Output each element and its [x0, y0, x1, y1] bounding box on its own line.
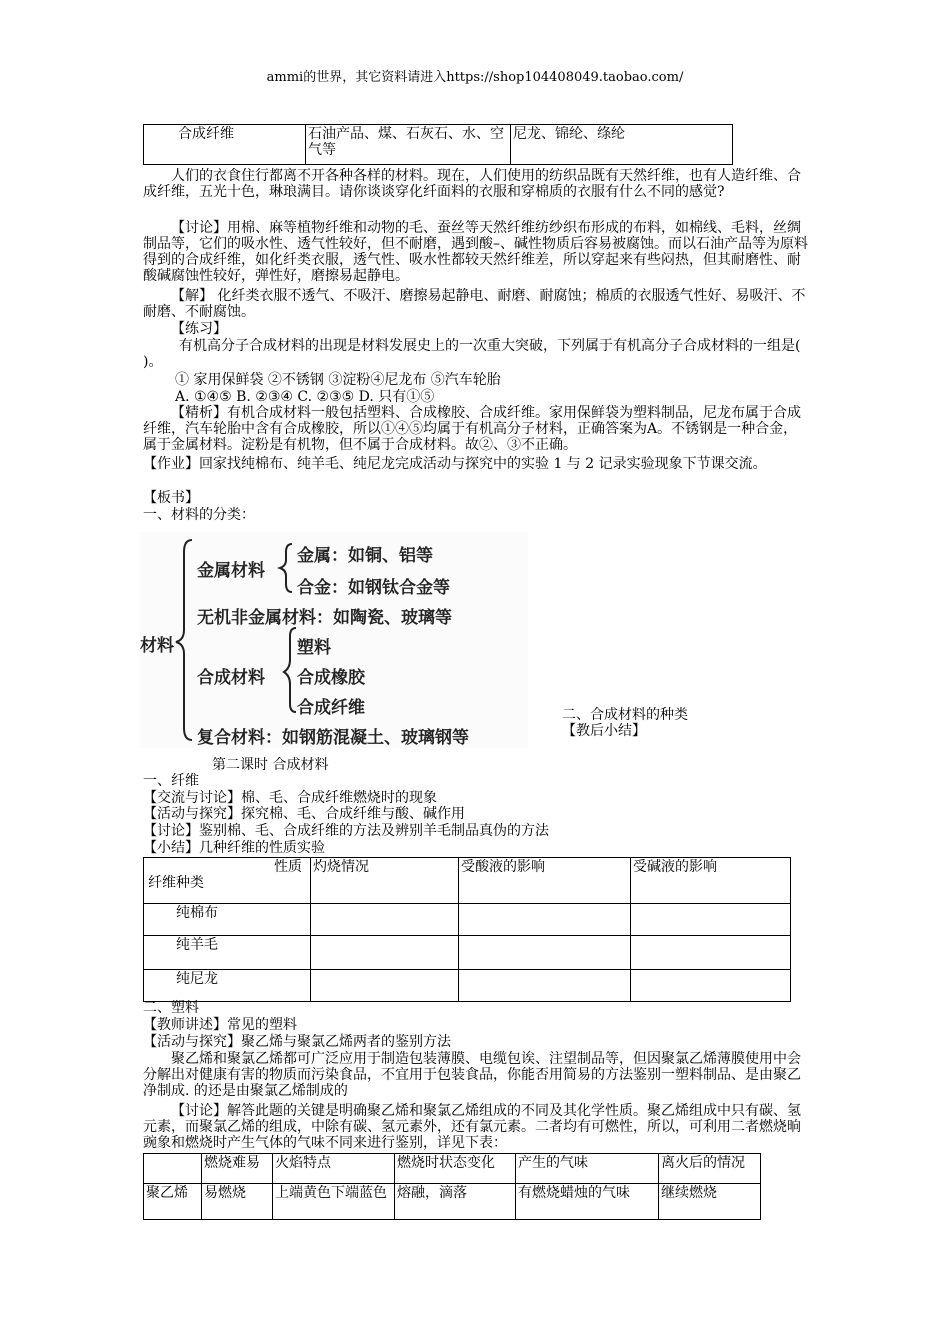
section2-heading: 二、合成材料的种类	[562, 707, 688, 723]
table-cell: 熔融，滴落	[395, 1184, 516, 1220]
fiber-table	[143, 857, 791, 1002]
diagram-inorganic: 无机非金属材料：如陶瓷、玻璃等	[197, 608, 452, 628]
analysis-paragraph: 【精析】有机合成材料一般包括塑料、合成橡胶、合成纤维。家用保鲜袋为塑料制品，尼龙布属于合成纤维，汽车轮胎中含有合成橡胶，所以①④⑤均属于有机高分子材料，正确答案为A。不锈钢是一种合金，属于金属材料。淀粉是有机物，但不属于合成材料。故②、③不正确。	[143, 405, 801, 453]
practice-question: 有机高分子合成材料的出现是材料发展史上的一次重大突破，下列属于有机高分子合成材料的一组是( )。	[143, 338, 801, 370]
diagram-root: 材料	[140, 636, 174, 656]
header-cell: 受碱液的影响	[631, 858, 791, 904]
intro-paragraph: 人们的衣食住行都离不开各种各样的材料。现在，人们使用的纺织品既有天然纤维，也有人造纤维、合成纤维，五光十色，琳琅满目。请你谈谈穿化纤面料的衣服和穿棉质的衣服有什么不同的感觉?	[143, 168, 801, 200]
practice-items: ① 家用保鲜袋 ②不锈钢 ③淀粉④尼龙布 ⑤汽车轮胎	[175, 372, 501, 388]
discussion-paragraph: 【讨论】用棉、麻等植物纤维和动物的毛、蚕丝等天然纤维纺纱织布形成的布料，如棉线、毛料，丝绸制品等，它们的吸水性、透气性较好，但不耐磨，遇到酸–、碱性物质后容易被腐蚀。而以石油产品等为原料得到的合成纤维，如化纤类衣服，透气性、吸水性都较天然纤维差，所以穿起来有些闷热，但其耐磨性、耐酸碱腐蚀性较好，弹性好，磨擦易起静电。	[143, 220, 808, 284]
fiber-heading: 一、纤维	[143, 773, 199, 789]
metal-brace	[280, 544, 292, 592]
answer-paragraph: 【解】 化纤类衣服不透气、不吸汗、磨擦易起静电、耐磨、耐腐蚀；棉质的衣服透气性好、易吸汗、不耐磨、不耐腐蚀。	[143, 288, 806, 320]
table-cell: 易燃烧	[202, 1184, 273, 1220]
plastics-heading: 二、塑料	[143, 1000, 199, 1016]
diagram-syn-sub2: 合成橡胶	[297, 668, 365, 688]
header-cell: 受酸液的影响	[459, 858, 631, 904]
header-cell: 燃烧时状态变化	[395, 1154, 516, 1184]
plastics-paragraph2: 【讨论】解答此题的关键是明确聚乙烯和聚氯乙烯组成的不同及其化学性质。聚乙烯组成中只有碳、氢元素，而聚氯乙烯的组成，中除有碳、氢元素外，还有氯元素。二者均有可燃性，所以，可利用二者燃烧晌豌象和燃烧时产生气体的气味不同来进行鉴别，详见下表：	[143, 1103, 801, 1151]
burn-table	[143, 1153, 761, 1220]
diagram-composite: 复合材料：如钢筋混凝土、玻璃钢等	[197, 728, 469, 748]
top-table	[143, 124, 733, 165]
row-label: 纯棉布	[144, 904, 311, 936]
corner-top: 性质	[274, 859, 302, 875]
table-cell: 上端黄色下端蓝色	[273, 1184, 395, 1220]
practice-options: A. ①④⑤ B. ②③④ C. ②③⑤ D. 只有①⑤	[175, 389, 435, 405]
table-row	[144, 936, 791, 970]
header-cell: 燃烧难易	[202, 1154, 273, 1184]
teacher-line: 【教师讲述】常见的塑料	[143, 1017, 297, 1033]
diagram-synthetic: 合成材料	[197, 668, 265, 688]
diagram-metal: 金属材料	[197, 561, 265, 581]
diagram-metal-sub1: 金属：如铜、铝等	[297, 546, 433, 566]
board-label: 【板书】	[143, 490, 199, 506]
plastics-activity: 【活动与探究】聚乙烯与聚氯乙烯两者的鉴别方法	[143, 1034, 451, 1050]
lesson2-title: 第二课时 合成材料	[212, 757, 329, 773]
table-cell: 有燃烧蜡烛的气味	[516, 1184, 659, 1220]
table-cell: 聚乙烯	[144, 1184, 202, 1220]
row-label: 纯尼龙	[144, 970, 311, 1002]
exchange-line: 【交流与讨论】棉、毛、合成纤维燃烧时的现象	[143, 790, 437, 806]
row-label: 纯羊毛	[144, 936, 311, 970]
corner-bottom: 纤维种类	[148, 875, 204, 891]
diagram-metal-sub2: 合金：如钢钛合金等	[297, 578, 450, 598]
header-cell: 产生的气味	[516, 1154, 659, 1184]
header-cell	[144, 1154, 202, 1184]
summary-label: 【教后小结】	[562, 723, 646, 739]
header-cell: 离火后的情况	[659, 1154, 761, 1184]
practice-label: 【练习】	[171, 321, 227, 337]
plastics-paragraph1: 聚乙烯和聚氯乙烯都可广泛应用于制造包装薄膜、电缆包诶、注望制品等，但因聚氯乙烯薄膜使用中会分解出对健康有害的物质而污染食品，不宜用于包装食品，你能否用简易的方法鉴别一塑料制品、是由聚乙净制成. 的还是由聚氯乙烯制成的	[143, 1051, 801, 1099]
table-cell: 合成纤维	[144, 125, 306, 165]
synthetic-brace	[284, 628, 296, 712]
diagram-syn-sub3: 合成纤维	[297, 698, 365, 718]
corner-cell	[144, 858, 311, 904]
page-header: ammi的世界，其它资料请进入https://shop104408049.taobao.com/	[266, 70, 684, 85]
discuss-line: 【讨论】鉴别棉、毛、合成纤维的方法及辨别羊毛制品真伪的方法	[143, 823, 549, 839]
homework-paragraph: 【作业】回家找纯棉布、纯羊毛、纯尼龙完成活动与探究中的实验 1 与 2 记录实验现象下节课交流。	[143, 456, 767, 472]
diagram-syn-sub1: 塑料	[297, 638, 331, 658]
board-section1: 一、材料的分类：	[143, 507, 255, 523]
main-brace	[176, 540, 192, 740]
table-row	[144, 904, 791, 936]
activity-line: 【活动与探究】探究棉、毛、合成纤维与酸、碱作用	[143, 806, 465, 822]
table-cell: 继续燃烧	[659, 1184, 761, 1220]
header-cell: 火焰特点	[273, 1154, 395, 1184]
table-cell: 尼龙、锦纶、绦纶	[511, 125, 733, 165]
table-cell: 石油产品、煤、石灰石、水、空气等	[306, 125, 511, 165]
table-row	[144, 1184, 761, 1220]
header-cell: 灼烧情况	[311, 858, 459, 904]
table-row	[144, 970, 791, 1002]
fiber-summary-line: 【小结】几种纤维的性质实验	[143, 840, 325, 856]
